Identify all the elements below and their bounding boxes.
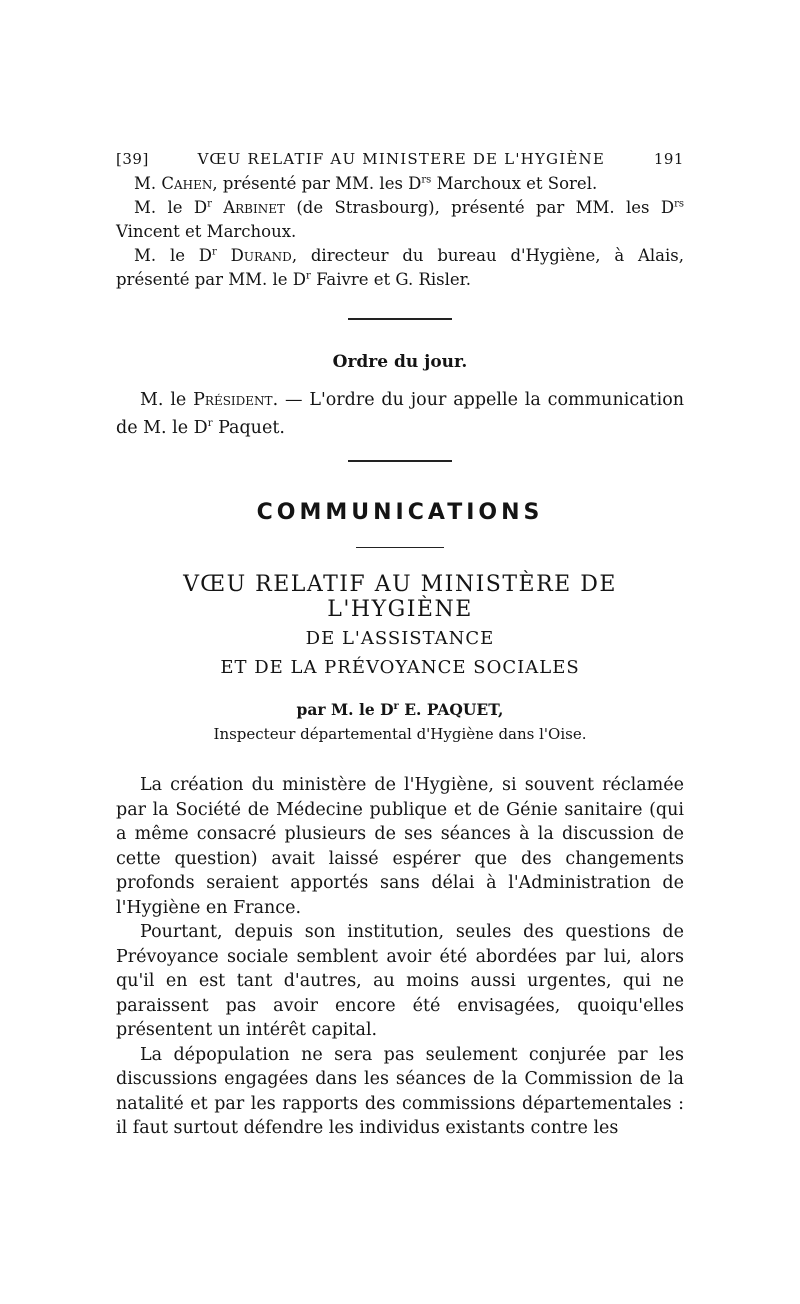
agenda-text: M. le Président. — L'ordre du jour appelle la communication de M. le $D^r$ Paquet.	[116, 390, 684, 438]
page-number: 191	[653, 150, 684, 168]
article-title-line-1: VŒU RELATIF AU MINISTÈRE DE L'HYGIÈNE	[183, 572, 617, 622]
page	[116, 150, 684, 1141]
paragraph: Pourtant, depuis son institution, seules des questions de Prévoyance sociale semblent avoir été abordées par lui, alors qu'il en est tant d'autres, au moins aussi urgentes, qui ne paraissent pas avoir encore été envisagées, quoiqu'elles présentent un intérêt capital.	[116, 922, 684, 1040]
author-role: Inspecteur départemental d'Hygiène dans l'Oise.	[213, 725, 587, 743]
header-title: VŒU RELATIF AU MINISTERE DE L'HYGIÈNE	[197, 150, 605, 168]
member-entry: M. le $D^r$ Durand, directeur du bureau d'Hygiène, à Alais, présenté par MM. le $D^r$ Faivre et G. Risler.	[116, 246, 684, 289]
article-body	[116, 773, 684, 1141]
running-header	[116, 150, 684, 172]
paragraph: La création du ministère de l'Hygiène, si souvent réclamée par la Société de Médecine publique et de Génie sanitaire (qui a même consacré plusieurs de ses séances à la discussion de cette question) avait laissé espérer que des changements profonds seraient apportés sans délai à l'Administration de l'Hygiène en France.	[116, 775, 684, 918]
section-divider	[356, 547, 444, 548]
header-section-number: [39]	[116, 150, 149, 168]
new-members-list	[116, 172, 684, 292]
agenda-heading: Ordre du jour.	[332, 352, 468, 372]
section-divider	[348, 460, 452, 462]
article-title-line-2: DE L'ASSISTANCE	[305, 628, 495, 649]
article-title-line-3: ET DE LA PRÉVOYANCE SOCIALES	[220, 657, 580, 678]
member-entry: M. Cahen, présenté par MM. les $D^{rs}$ Marchoux et Sorel.	[134, 174, 598, 193]
member-entry: M. le $D^r$ Arbinet (de Strasbourg), présenté par MM. les $D^{rs}$ Vincent et Marchoux.	[116, 198, 685, 241]
author-byline: par M. le $D^r$ E. PAQUET,	[296, 700, 504, 719]
section-divider	[348, 318, 452, 320]
paragraph: La dépopulation ne sera pas seulement conjurée par les discussions engagées dans les séances de la Commission de la natalité et par les rapports des commissions départementales : il faut surtout défendre les individus existants contre les	[116, 1044, 684, 1138]
communications-heading: COMMUNICATIONS	[256, 500, 544, 525]
